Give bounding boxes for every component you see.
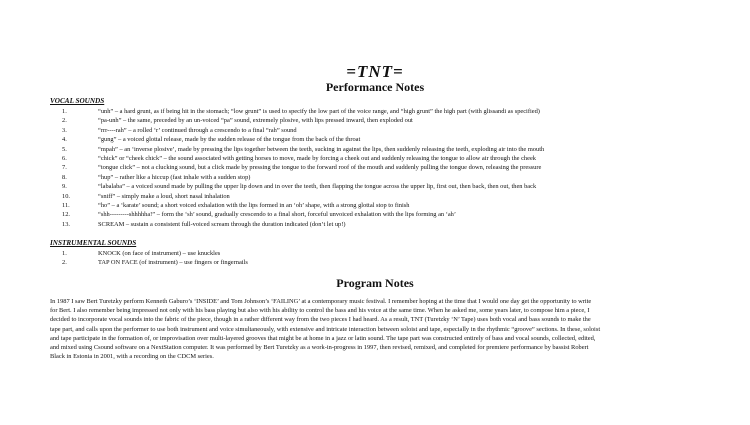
item-number: 1. — [62, 250, 67, 257]
item-number: 5. — [62, 145, 67, 153]
vocal-sounds-heading: VOCAL SOUNDS — [50, 97, 105, 105]
paragraph-line: In 1987 I saw Bert Turetzky perform Kenneth Gaburo’s ‘INSIDE’ and Tom Johnson’s ‘FAILING’ at a contemporary music festival. I remember hoping at the time that I would one day get the opportunity to write — [50, 298, 592, 305]
item-number: 2. — [62, 117, 67, 125]
item-number: 13. — [62, 220, 70, 228]
document-title: =TNT= — [346, 62, 404, 81]
item-text: “pa-unh” – the same, preceded by an un-voiced “pa” sound, extremely plosive, with lips pressed inward, then exploded out — [98, 117, 413, 125]
item-text: “hup” – rather like a hiccup (fast inhale with a sudden stop) — [98, 173, 251, 181]
item-text: “gung” – a voiced glottal release, made by the sudden release of the tongue from the back of the throat — [98, 136, 361, 144]
item-text: “unh” – a hard grunt, as if being hit in the stomach; “low grunt” is used to specify the low part of the voice range, and “high grunt” the high part (with glissandi as specified) — [98, 108, 540, 115]
paragraph-line: Black in Estonia in 2001, with a recording on the CDCM series. — [50, 353, 214, 361]
item-text: TAP ON FACE (of instrument) – use fingers or fingernails — [98, 259, 248, 267]
item-number: 11. — [62, 201, 70, 209]
item-number: 6. — [62, 154, 67, 162]
instrumental-sounds-heading: INSTRUMENTAL SOUNDS — [50, 239, 137, 247]
item-text: “ho” – a ‘karate’ sound; a short voiced exhalation with the lips formed in an ‘oh’ shape, with a strong glottal stop to finish — [98, 201, 410, 209]
item-number: 3. — [62, 126, 67, 134]
item-text: “tongue click” – not a clucking sound, but a click made by pressing the tongue to the forward roof of the mouth and suddenly pulling the tongue down, releasing the pressure — [98, 164, 542, 172]
item-text: “chick” or “cheek chick” – the sound associated with getting horses to move, made by forcing a cheek out and suddenly releasing the tongue to allow air through the cheek — [98, 154, 536, 162]
item-text: “sniff” – simply make a loud, short nasal inhalation — [98, 192, 230, 200]
item-number: 7. — [62, 164, 67, 172]
item-text: “shh---------shhhhha!” – form the ‘sh’ sound, gradually crescendo to a final short, forceful unvoiced exhalation with the lips forming an ‘ah’ — [98, 211, 456, 219]
item-number: 8. — [62, 173, 67, 181]
paragraph-line: for Bert. I also remember being impressed not only with his bass playing but also with his ability to control the bass and his voice at the same time. When he asked me, some years later, to compose him a piece, I — [50, 307, 590, 315]
item-text: “rrr----rah” – a rolled ‘r’ continued through a crescendo to a final “rah” sound — [98, 126, 297, 134]
paragraph-line: and tape participate in the formation of, or improvisation over multi-layered grooves that might be at home in a jazz or latin sound. The tape part was constructed entirely of bass and vocal sounds, collected, edited, — [50, 334, 596, 342]
item-number: 10. — [62, 192, 70, 200]
item-text: SCREAM – sustain a consistent full-voiced scream through the duration indicated (don’t let up!) — [98, 220, 346, 228]
program-notes-paragraph — [50, 297, 600, 361]
paragraph-line: tape part, and calls upon the performer to use both instrument and voice simultaneously, with extensive and intricate interaction between soloist and tape, especially in the rhythmic “groove” sections. In these, soloist — [50, 325, 601, 333]
item-number: 1. — [62, 108, 67, 115]
program-notes-heading: Program Notes — [336, 276, 414, 290]
item-number: 9. — [62, 183, 67, 191]
item-text: “mpah” – an ‘inverse plosive’, made by pressing the lips together between the teeth, sucking in against the lips, then suddenly releasing the teeth, exploding air into the mouth — [98, 145, 545, 153]
item-number: 2. — [62, 259, 67, 267]
item-number: 4. — [62, 136, 67, 144]
item-text: KNOCK (on face of instrument) – use knuckles — [98, 250, 221, 257]
paragraph-line: decided to incorporate vocal sounds into the fabric of the piece, though in a rather different way from the two pieces I had heard. As a result, TNT (Turetzky ‘N’ Tape) uses both vocal and bass sounds to make the — [50, 316, 591, 324]
item-text: “labalaba” – a voiced sound made by pulling the upper lip down and in over the teeth, then flapping the tongue across the upper lip, first out, then back, then out, then back — [98, 183, 537, 191]
paragraph-line: and mixed using Csound software on a NextStation computer. It was performed by Bert Turetzky as a work-in-progress in 1997, then revised, remixed, and completed for premiere performance by bassist Robert — [50, 343, 589, 351]
performance-notes-heading: Performance Notes — [325, 80, 425, 94]
item-number: 12. — [62, 211, 70, 219]
